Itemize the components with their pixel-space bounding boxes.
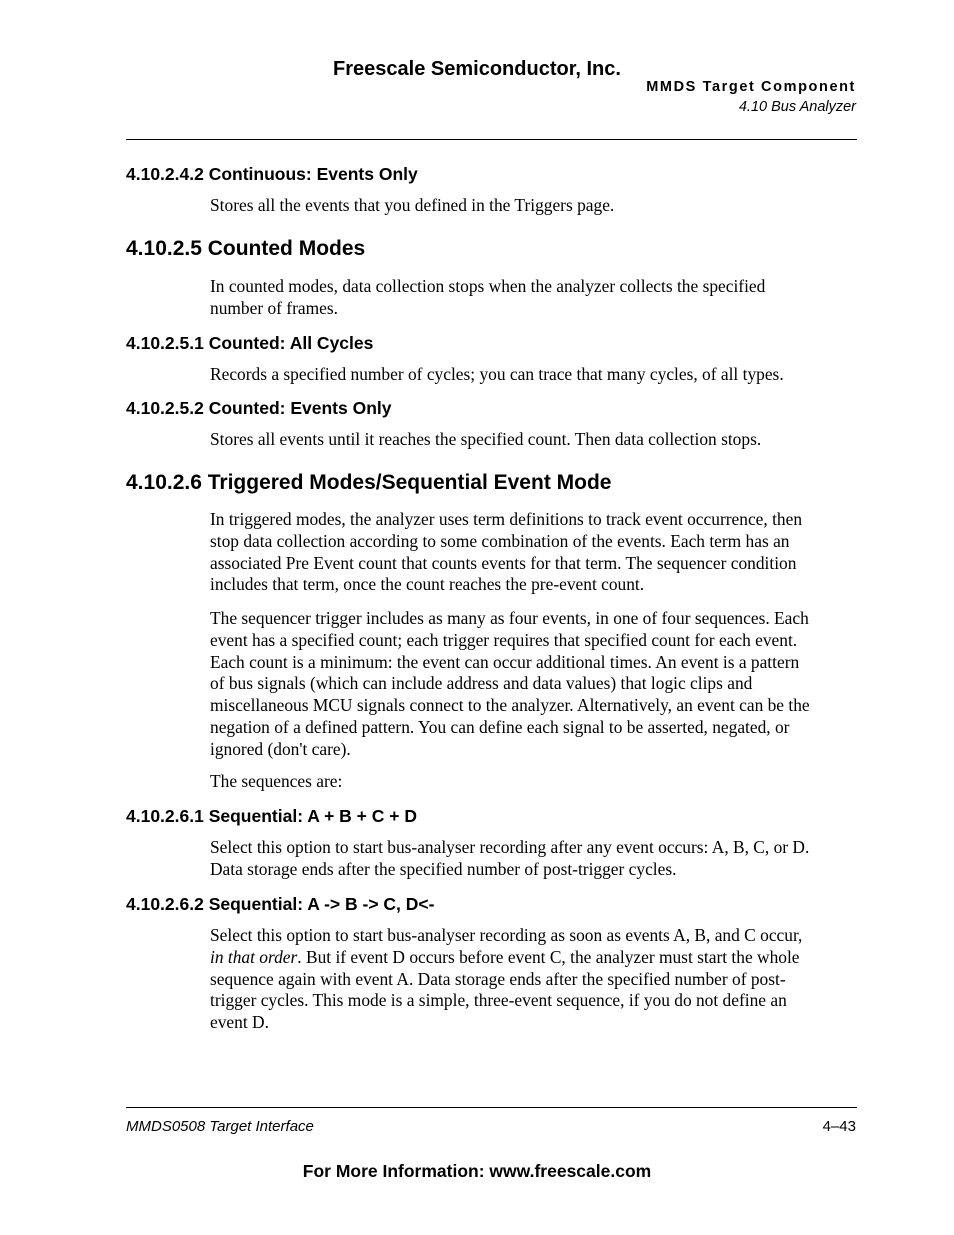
text-line: Stores all events until it reaches the specified count. Then data collection stops. (210, 429, 762, 449)
footer-more-info: For More Information: www.freescale.com (302, 1161, 652, 1181)
text-line: of bus signals (which can include address and data values) that logic clips and (210, 673, 753, 694)
paragraph-4-10-2-6-2 (210, 925, 860, 1034)
paragraph-4-10-2-5-1 (210, 364, 860, 386)
header-divider (126, 139, 857, 140)
paragraph-4-10-2-4-2 (210, 195, 860, 217)
text-line: sequence again with event A. Data storage ends after the specified number of post- (210, 968, 786, 989)
footer-divider (126, 1107, 857, 1108)
paragraph-4-10-2-5 (210, 276, 860, 320)
text-line: ignored (don't care). (210, 738, 351, 759)
text-line: Select this option to start bus-analyser recording as soon as events A, B, and C occur, (210, 925, 803, 945)
text-line: associated Pre Event count that counts events for that term. The sequencer condition (210, 552, 797, 573)
emphasis-text: in that order (210, 946, 298, 967)
text-line: Records a specified number of cycles; you can trace that many cycles, of all types. (210, 364, 784, 384)
footer-page-number: 4–43 (822, 1118, 856, 1135)
text-line: Select this option to start bus-analyser recording after any event occurs: A, B, C, or D. (210, 837, 810, 857)
text-line: stop data collection according to some combination of the events. Each term has an (210, 530, 790, 551)
paragraph-4-10-2-6-c (210, 771, 860, 793)
text-run: . But if event D occurs before event C, the analyzer must start the whole (297, 946, 800, 967)
paragraph-4-10-2-6-1 (210, 837, 860, 881)
text-line: trigger cycles. This mode is a simple, three-event sequence, if you do not define an (210, 990, 787, 1011)
text-line: In counted modes, data collection stops when the analyzer collects the specified (210, 276, 766, 296)
text-line: event D. (210, 1012, 269, 1033)
text-line: includes that term, once the count reaches the pre-event count. (210, 574, 645, 595)
paragraph-4-10-2-6-a (210, 509, 860, 596)
heading-4-10-2-5: 4.10.2.5 Counted Modes (126, 237, 366, 260)
text-line: Data storage ends after the specified number of post-trigger cycles. (210, 858, 677, 879)
running-header-title: MMDS Target Component (646, 79, 856, 95)
text-line: In triggered modes, the analyzer uses term definitions to track event occurrence, then (210, 509, 803, 529)
heading-4-10-2-6-1: 4.10.2.6.1 Sequential: A + B + C + D (126, 806, 417, 826)
text-line: negation of a defined pattern. You can define each signal to be asserted, negated, or (210, 716, 790, 737)
heading-4-10-2-5-2: 4.10.2.5.2 Counted: Events Only (126, 398, 392, 418)
heading-4-10-2-4-2: 4.10.2.4.2 Continuous: Events Only (126, 164, 418, 184)
running-header-section: 4.10 Bus Analyzer (738, 99, 856, 115)
heading-4-10-2-6-2: 4.10.2.6.2 Sequential: A -> B -> C, D<- (126, 894, 435, 914)
text-line: event has a specified count; each trigger requires that specified count for each event. (210, 629, 798, 650)
paragraph-4-10-2-6-b (210, 608, 860, 761)
text-line (210, 947, 860, 969)
footer-document-title: MMDS0508 Target Interface (126, 1118, 314, 1135)
heading-4-10-2-6: 4.10.2.6 Triggered Modes/Sequential Event Mode (126, 471, 612, 494)
text-line: Each count is a minimum: the event can occur additional times. An event is a pattern (210, 651, 800, 672)
company-name: Freescale Semiconductor, Inc. (333, 58, 621, 80)
text-line: The sequencer trigger includes as many as four events, in one of four sequences. Each (210, 608, 809, 628)
heading-4-10-2-5-1: 4.10.2.5.1 Counted: All Cycles (126, 333, 374, 353)
paragraph-4-10-2-5-2 (210, 429, 860, 451)
text-line: miscellaneous MCU signals connect to the analyzer. Alternatively, an event can be the (210, 695, 810, 716)
text-line: The sequences are: (210, 771, 343, 791)
text-line: number of frames. (210, 297, 338, 318)
text-line: Stores all the events that you defined in the Triggers page. (210, 195, 615, 215)
